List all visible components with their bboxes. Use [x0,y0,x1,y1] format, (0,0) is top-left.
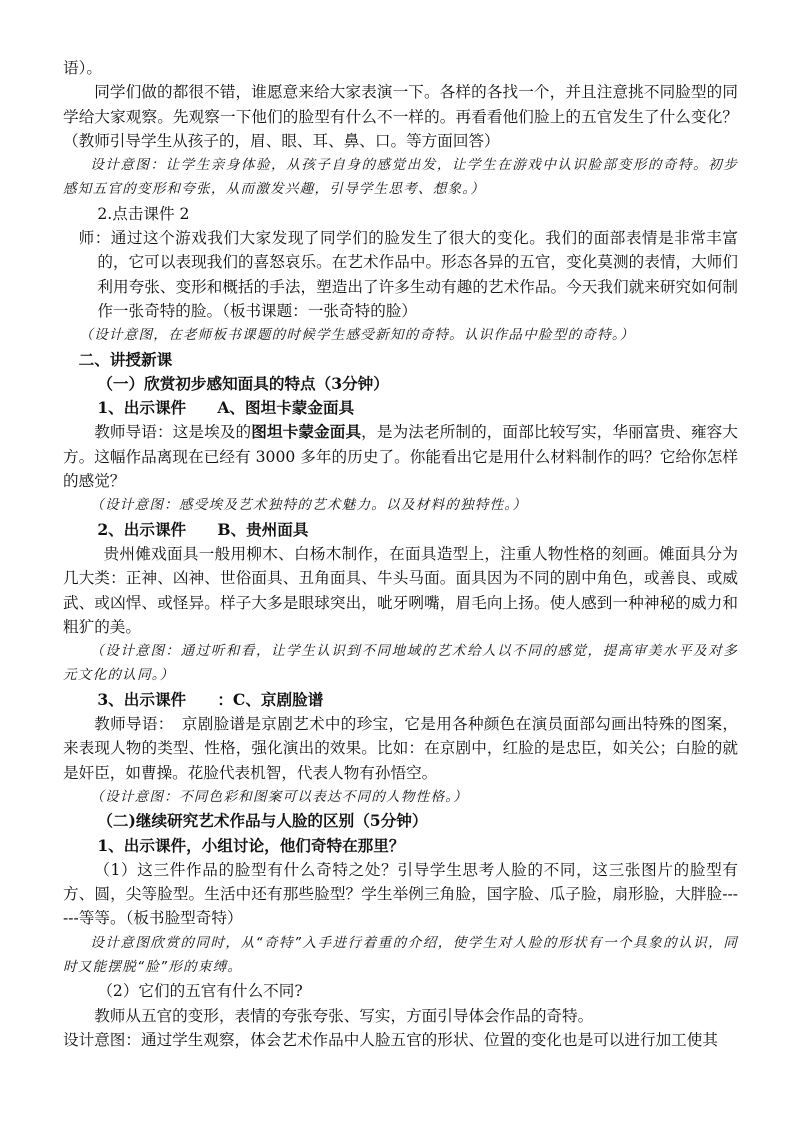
paragraph: 2.点击课件 2 [97,204,190,223]
text: ，是为法老所制的，面部比较写实，华丽富贵、雍容大方。这幅作品离现在已经有 3000 多年的历史了。你能看出它是用什么材料制作的吗？它给你怎样的感觉？ [63,423,738,491]
document-page [63,56,738,1052]
bold-term: 图坦卡蒙金面具 [251,422,362,442]
paragraph: 设计意图：通过学生观察，体会艺术作品中人脸五官的形状、位置的变化也是可以进行加工使其 [63,1030,718,1049]
subsection-heading: 1、出示课件 A、图坦卡蒙金面具 [97,398,355,418]
design-note: （设计意图，在老师板书课题的时候学生感受新知的奇特。认识作品中脸型的奇特。） [79,327,635,344]
design-note: 设计意图欣赏的同时，从“奇特”入手进行着重的介绍，使学生对人脸的形状有一个具象的认识，同时又能摆脱“脸”形的束缚。 [63,934,738,975]
subsection-heading: 1、出示课件，小组讨论，他们奇特在那里？ [97,835,405,855]
section-heading: 二、讲授新课 [78,349,173,369]
paragraph: 同学们做的都很不错，谁愿意来给大家表演一下。各样的各找一个，并且注意挑不同脸型的同学给大家观察。先观察一下他们的脸型有什么不一样的。再看看他们脸上的五官发生了什么变化？（教师引导学生从孩子的，眉、眼、耳、鼻、口。等方面回答） [63,83,738,150]
paragraph: 贵州傩戏面具一般用柳木、白杨木制作，在面具造型上，注重人物性格的刻画。傩面具分为几大类：正神、凶神、世俗面具、丑角面具、牛头马面。面具因为不同的剧中角色，或善良、或威武、或凶悍、或怪异。样子大多是眼球突出，呲牙咧嘴，眉毛向上扬。使人感到一种神秘的威力和粗犷的美。 [63,544,738,636]
design-note: （设计意图：感受埃及艺术独特的艺术魅力。以及材料的独特性。） [90,497,528,514]
design-note: （设计意图：通过听和看，让学生认识到不同地域的艺术给人以不同的感觉，提高审美水平及对多元文化的认同。） [63,643,738,684]
subsection-heading: 2、出示课件 B、贵州面具 [97,519,309,539]
subsection-heading: 3、出示课件 ：C、京剧脸谱 [97,689,324,709]
paragraph: 教师导语： 京剧脸谱是京剧艺术中的珍宝，它是用各种颜色在演员面部勾画出特殊的图案，来表现人物的类型、性格，强化演出的效果。比如：在京剧中，红脸的是忠臣，如关公；白脸的就是奸臣，如曹操。花脸代表机智，代表人物有孙悟空。 [63,715,738,782]
paragraph [63,420,738,493]
design-note: （设计意图：不同色彩和图案可以表达不同的人物性格。） [90,788,469,805]
text: 教师导语：这是埃及的 [94,423,252,442]
design-note: 设计意图：让学生亲身体验，从孩子自身的感觉出发，让学生在游戏中认识脸部变形的奇特。初步感知五官的变形和夸张，从而激发兴趣，引导学生思考、想象。） [63,157,738,198]
subsection-heading: （一）欣赏初步感知面具的特点（3分钟） [97,373,389,393]
paragraph: 师：通过这个游戏我们大家发现了同学们的脸发生了很大的变化。我们的面部表情是非常丰富的，它可以表现我们的喜怒哀乐。在艺术作品中。形态各异的五官，变化莫测的表情，大师们利用夸张、变形和概括的手法，塑造出了许多生动有趣的艺术作品。今天我们就来研究如何制作一张奇特的脸。（板书课题：一张奇特的脸） [78,229,738,320]
paragraph: （1）这三件作品的脸型有什么奇特之处？引导学生思考人脸的不同，这三张图片的脸型有方、圆，尖等脸型。生活中还有那些脸型？学生举例三角脸，国字脸、瓜子脸，扇形脸，大胖脸------等等。（板书脸型奇特） [63,860,738,928]
paragraph: 教师从五官的变形，表情的夸张夸张、写实，方面引导体会作品的奇特。 [94,1006,594,1025]
paragraph: （2）它们的五官有什么不同? [97,982,303,1001]
subsection-heading: （二)继续研究艺术作品与人脸的区别（5分钟） [97,811,428,831]
paragraph: 语）。 [63,59,102,77]
